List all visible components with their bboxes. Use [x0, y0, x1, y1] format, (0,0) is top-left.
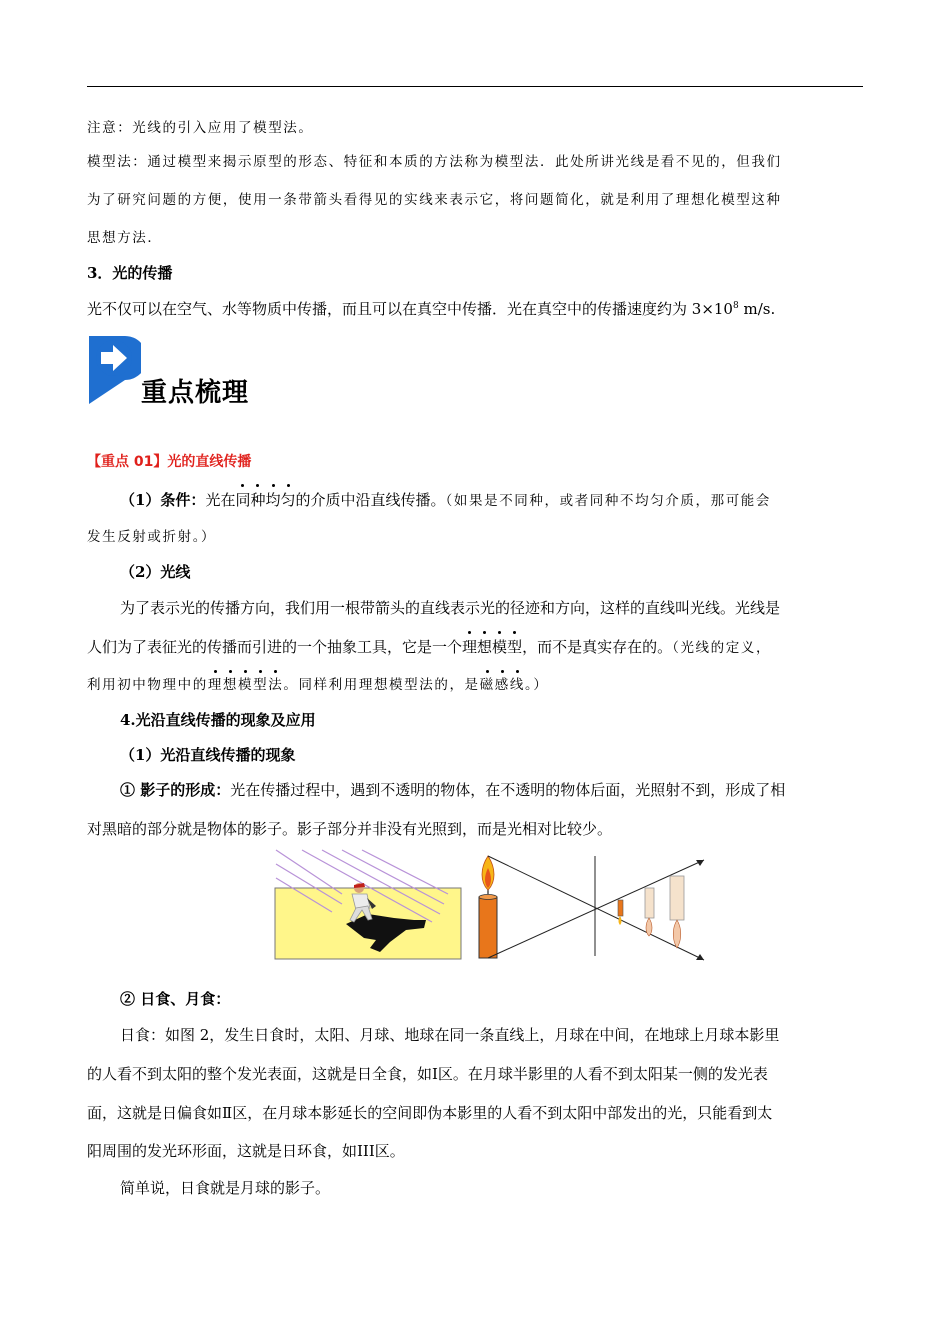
emphasis-char: 理: [207, 677, 223, 693]
emphasis-char: 法: [268, 677, 284, 693]
emphasis-char: 型: [253, 677, 269, 693]
shadow-figure: [272, 848, 712, 963]
emphasis-char: 想: [477, 638, 493, 656]
eclipse-line-1: [120, 1025, 863, 1045]
model-text-1: 模型法：通过模型来揭示原型的形态、特征和本质的方法称为模型法．此处所讲光线是看不见的，但我们: [87, 154, 782, 170]
eclipse-line-4: [87, 1141, 863, 1161]
eclipse-summary: [120, 1178, 863, 1198]
model-text-3: 思想方法．: [87, 230, 163, 246]
propagation-text-after: m/s.: [738, 300, 776, 318]
emphasis-char: 均: [265, 491, 281, 509]
emphasis-char: 模: [238, 677, 254, 693]
emphasis-char: 感: [494, 677, 510, 693]
emphasis-char: 同: [235, 491, 251, 509]
model-line-3: [87, 228, 863, 248]
eclipse-line-4-text: 阳周围的发光环形面，这就是日环食，如III区。: [87, 1142, 405, 1160]
ray-line-2: [87, 637, 863, 658]
speed-exponent: 8: [732, 301, 739, 311]
key-point-01-text: 【重点 01】光的直线传播: [87, 454, 252, 470]
propagation-text-before: 光不仅可以在空气、水等物质中传播，而且可以在真空中传播．光在真空中的传播速度约为 3×10: [87, 300, 733, 318]
phenomena-subheading-text: （1）光沿直线传播的现象: [120, 746, 296, 764]
condition-line-2: [87, 527, 863, 547]
ray-line-1-text: 为了表示光的传播方向，我们用一根带箭头的直线表示光的径迹和方向，这样的直线叫光线。光线是: [120, 599, 781, 617]
eclipse-heading-text: ② 日食、月食：: [120, 990, 231, 1008]
phenomena-subheading: [120, 745, 863, 765]
ray-line-3-mid: 。同样利用理想模型法的，是: [283, 677, 480, 693]
shadow-line-2: [87, 819, 863, 839]
condition-line: [120, 490, 863, 511]
shadow-label: ① 影子的形成：: [120, 781, 231, 799]
model-line-1: [87, 152, 863, 172]
shadow-line-1: [120, 780, 863, 800]
note-line: [87, 118, 863, 138]
eclipse-line-2-text: 的人看不到太阳的整个发光表面，这就是日全食，如Ⅰ区。在月球半影里的人看不到太阳某一侧的发光表: [87, 1065, 768, 1083]
ray-heading: [120, 562, 863, 582]
propagation-heading: [87, 263, 863, 283]
key-point-01-label: [87, 452, 863, 472]
propagation-text: [87, 299, 863, 319]
ray-line-1: [120, 598, 863, 618]
emphasis-char: 想: [222, 677, 239, 693]
phenomena-heading: [120, 710, 863, 730]
emphasis-char: 磁: [479, 677, 495, 693]
eclipse-line-3-text: 面，这就是日偏食如Ⅱ区，在月球本影延长的空间即伪本影里的人看不到太阳中部发出的光，只能看到太: [87, 1104, 773, 1122]
eclipse-heading: [120, 989, 863, 1009]
ray-heading-text: （2）光线: [120, 563, 191, 581]
ray-line-3-post: 。）: [525, 677, 549, 693]
right-arrow-circle-icon: [85, 330, 141, 405]
eclipse-summary-text: 简单说，日食就是月球的影子。: [120, 1179, 331, 1197]
emphasis-char: 型: [507, 638, 523, 656]
shadow-line-2-text: 对黑暗的部分就是物体的影子。影子部分并非没有光照到，而是光相对比较少。: [87, 820, 613, 838]
ray-line-3-pre: 利用初中物理中的: [87, 677, 208, 693]
ray-line-2-note: （光线的定义，: [672, 640, 772, 656]
model-line-2: [87, 190, 863, 210]
ray-line-2-post: ，而不是真实存在的。: [522, 638, 673, 656]
shadow-scene-illustration: [275, 850, 461, 959]
header-rule: [87, 86, 863, 87]
condition-post: 的介质中沿直线传播。: [295, 491, 446, 509]
condition-note: （如果是不同种，或者同种不均匀介质，那可能会: [445, 493, 771, 509]
condition-pre: 光在: [205, 491, 236, 509]
emphasis-char: 模: [492, 638, 508, 656]
section-title: 重点梳理: [141, 378, 250, 408]
emphasis-char: 种: [250, 491, 266, 509]
eclipse-line-2: [87, 1064, 863, 1084]
emphasis-char: 匀: [280, 491, 296, 509]
propagation-heading-text: 3．光的传播: [87, 264, 173, 282]
candle-pinhole-illustration: [479, 856, 704, 960]
condition-line-2-text: 发生反射或折射。）: [87, 529, 217, 545]
note-text: 注意：光线的引入应用了模型法。: [87, 120, 314, 136]
emphasis-char: 线: [509, 677, 525, 693]
emphasis-char: 理: [462, 638, 478, 656]
eclipse-line-1-text: 日食：如图 2，发生日食时，太阳、月球、地球在同一条直线上，月球在中间，在地球上月球本影里: [120, 1026, 780, 1044]
condition-label: （1）条件：: [120, 491, 206, 509]
ray-line-3: [87, 675, 863, 695]
phenomena-heading-text: 4.光沿直线传播的现象及应用: [120, 711, 316, 729]
model-text-2: 为了研究问题的方便，使用一条带箭头看得见的实线来表示它，将问题简化，就是利用了理想化模型这种: [87, 192, 782, 208]
shadow-text: 光在传播过程中，遇到不透明的物体，在不透明的物体后面，光照射不到，形成了相: [230, 781, 786, 799]
eclipse-line-3: [87, 1103, 863, 1123]
ray-line-2-pre: 人们为了表征光的传播而引进的一个抽象工具，它是一个: [87, 638, 463, 656]
